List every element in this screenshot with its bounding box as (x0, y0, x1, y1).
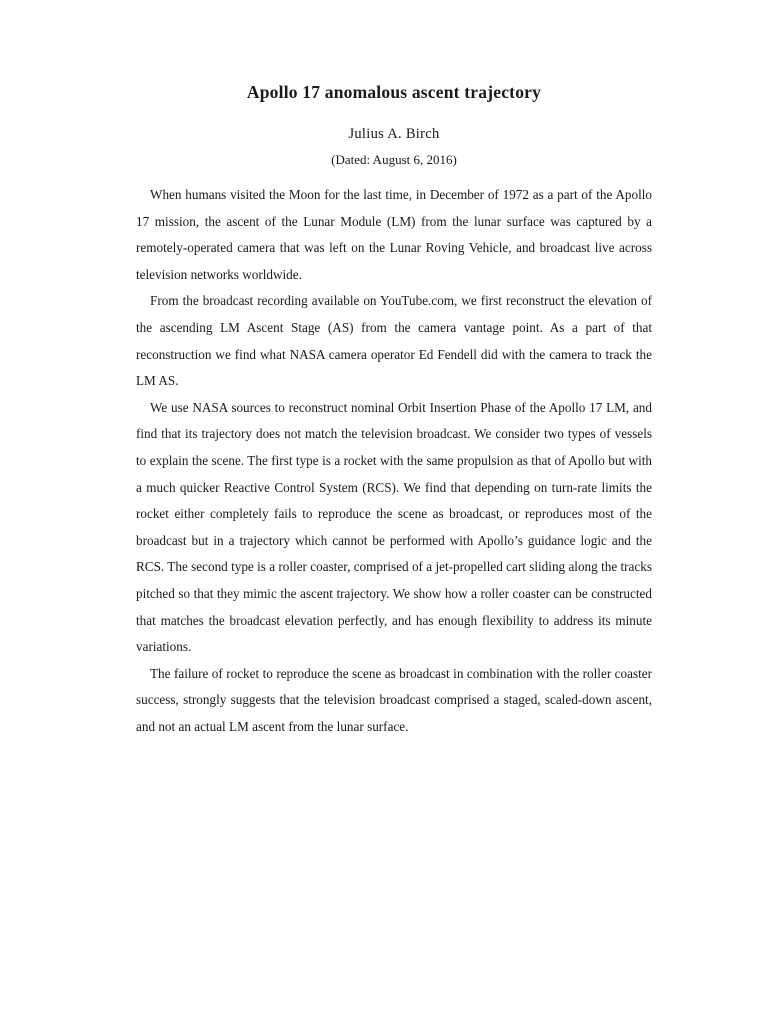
abstract-paragraph-3: We use NASA sources to reconstruct nominal Orbit Insertion Phase of the Apollo 17 LM, and find that its trajectory does not match the television broadcast. We consider two types of vessels to explain the scene. The first type is a rocket with the same propulsion as that of Apollo but with a much quicker Reactive Control System (RCS). We find that depending on turn-rate limits the rocket either completely fails to reproduce the scene as broadcast, or reproduces most of the broadcast but in a trajectory which cannot be performed with Apollo’s guidance logic and the RCS. The second type is a roller coaster, comprised of a jet-propelled cart sliding along the tracks pitched so that they mimic the ascent trajectory. We show how a roller coaster can be constructed that matches the broadcast elevation perfectly, and has enough flexibility to address its minute variations. (136, 399, 652, 655)
abstract-paragraph-1: When humans visited the Moon for the last time, in December of 1972 as a part of the Apollo 17 mission, the ascent of the Lunar Module (LM) from the lunar surface was captured by a remotely-operated camera that was left on the Lunar Roving Vehicle, and broadcast live across television networks worldwide. (136, 187, 652, 282)
abstract (136, 182, 652, 740)
paper-title: Apollo 17 anomalous ascent trajectory (246, 82, 542, 102)
abstract-paragraph-4: The failure of rocket to reproduce the scene as broadcast in combination with the roller coaster success, strongly suggests that the television broadcast comprised a staged, scaled-down ascent, and not an actual LM ascent from the lunar surface. (136, 665, 652, 734)
paper-author: Julius A. Birch (348, 126, 440, 142)
paper-date: (Dated: August 6, 2016) (331, 152, 457, 167)
abstract-paragraph-2: From the broadcast recording available on YouTube.com, we first reconstruct the elevation of the ascending LM Ascent Stage (AS) from the camera vantage point. As a part of that reconstruction we find what NASA camera operator Ed Fendell did with the camera to track the LM AS. (136, 293, 652, 389)
